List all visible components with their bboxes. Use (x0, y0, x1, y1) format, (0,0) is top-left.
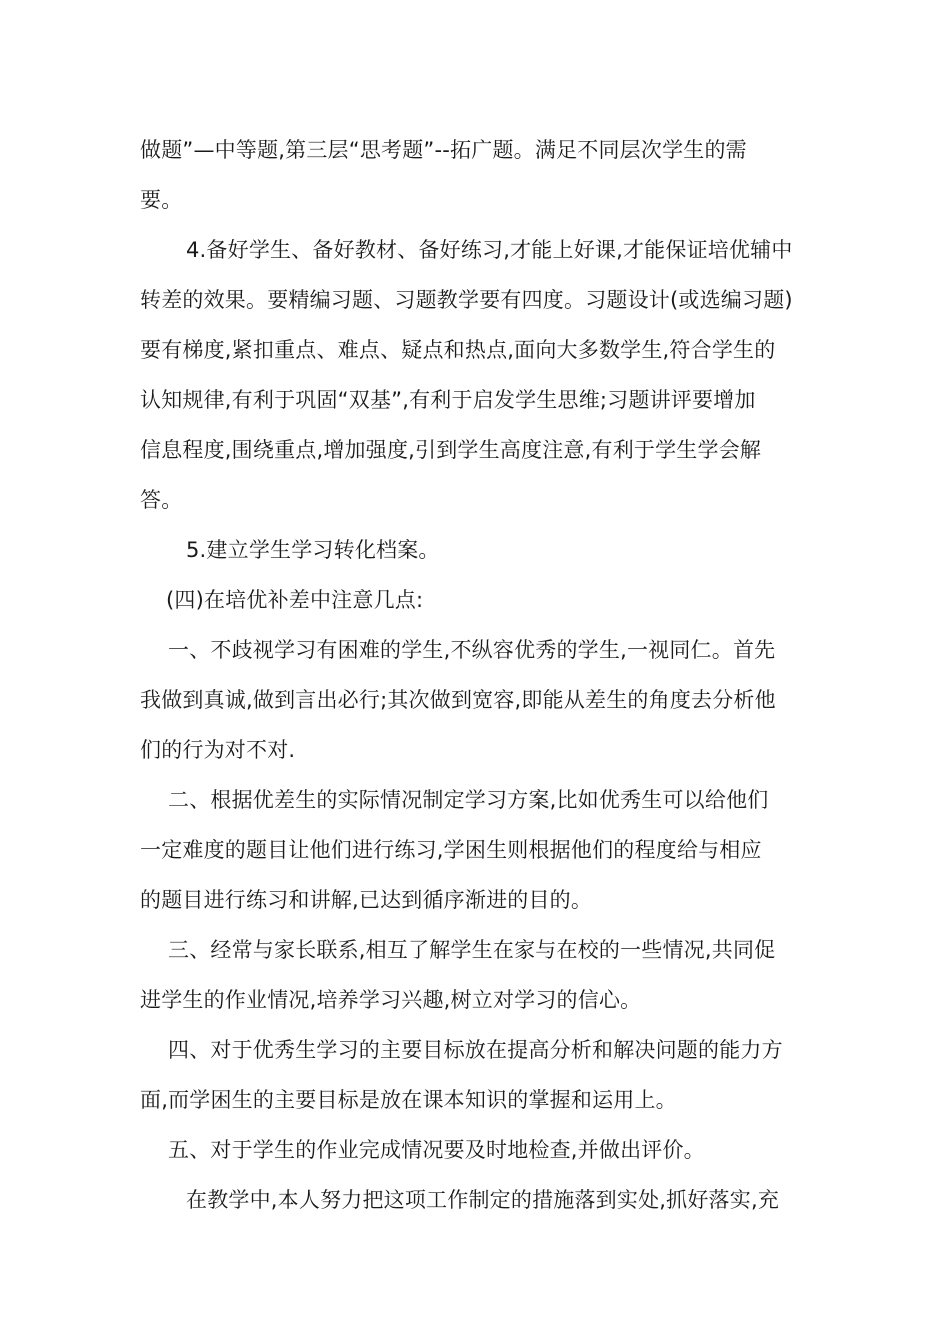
text-line: 做题”—中等题,第三层“思考题”--拓广题。满足不同层次学生的需 (140, 138, 747, 162)
text-line: 我做到真诚,做到言出必行;其次做到宽容,即能从差生的角度去分析他 (140, 688, 776, 712)
section-heading: (四)在培优补差中注意几点: (166, 588, 424, 612)
point-5: 五、对于学生的作业完成情况要及时地检查,并做出评价。 (168, 1138, 705, 1162)
text-line: 的题目进行练习和讲解,已达到循序渐进的目的。 (140, 888, 593, 912)
paragraph-4-start: 4.备好学生、备好教材、备好练习,才能上好课,才能保证培优辅中 (186, 238, 793, 262)
text-line: 认知规律,有利于巩固“双基”,有利于启发学生思维;习题讲评要增加 (140, 388, 756, 412)
text-line: 进学生的作业情况,培养学习兴趣,树立对学习的信心。 (140, 988, 642, 1012)
text-line: 要。 (140, 188, 183, 212)
point-4-start: 四、对于优秀生学习的主要目标放在提高分析和解决问题的能力方 (168, 1038, 783, 1062)
point-1-start: 一、不歧视学习有困难的学生,不纵容优秀的学生,一视同仁。首先 (168, 638, 776, 662)
point-2-start: 二、根据优差生的实际情况制定学习方案,比如优秀生可以给他们 (168, 788, 769, 812)
closing-paragraph-start: 在教学中,本人努力把这项工作制定的措施落到实处,抓好落实,充 (186, 1188, 780, 1212)
text-line: 信息程度,围绕重点,增加强度,引到学生高度注意,有利于学生学会解 (140, 438, 762, 462)
text-line: 一定难度的题目让他们进行练习,学困生则根据他们的程度给与相应 (140, 838, 762, 862)
text-line: 转差的效果。要精编习题、习题教学要有四度。习题设计(或选编习题) (140, 288, 793, 312)
point-3-start: 三、经常与家长联系,相互了解学生在家与在校的一些情况,共同促 (168, 938, 776, 962)
text-line: 们的行为对不对. (140, 738, 296, 762)
text-line: 要有梯度,紧扣重点、难点、疑点和热点,面向大多数学生,符合学生的 (140, 338, 776, 362)
paragraph-5: 5.建立学生学习转化档案。 (186, 538, 440, 562)
text-line: 面,而学困生的主要目标是放在课本知识的掌握和运用上。 (140, 1088, 677, 1112)
text-line: 答。 (140, 488, 183, 512)
